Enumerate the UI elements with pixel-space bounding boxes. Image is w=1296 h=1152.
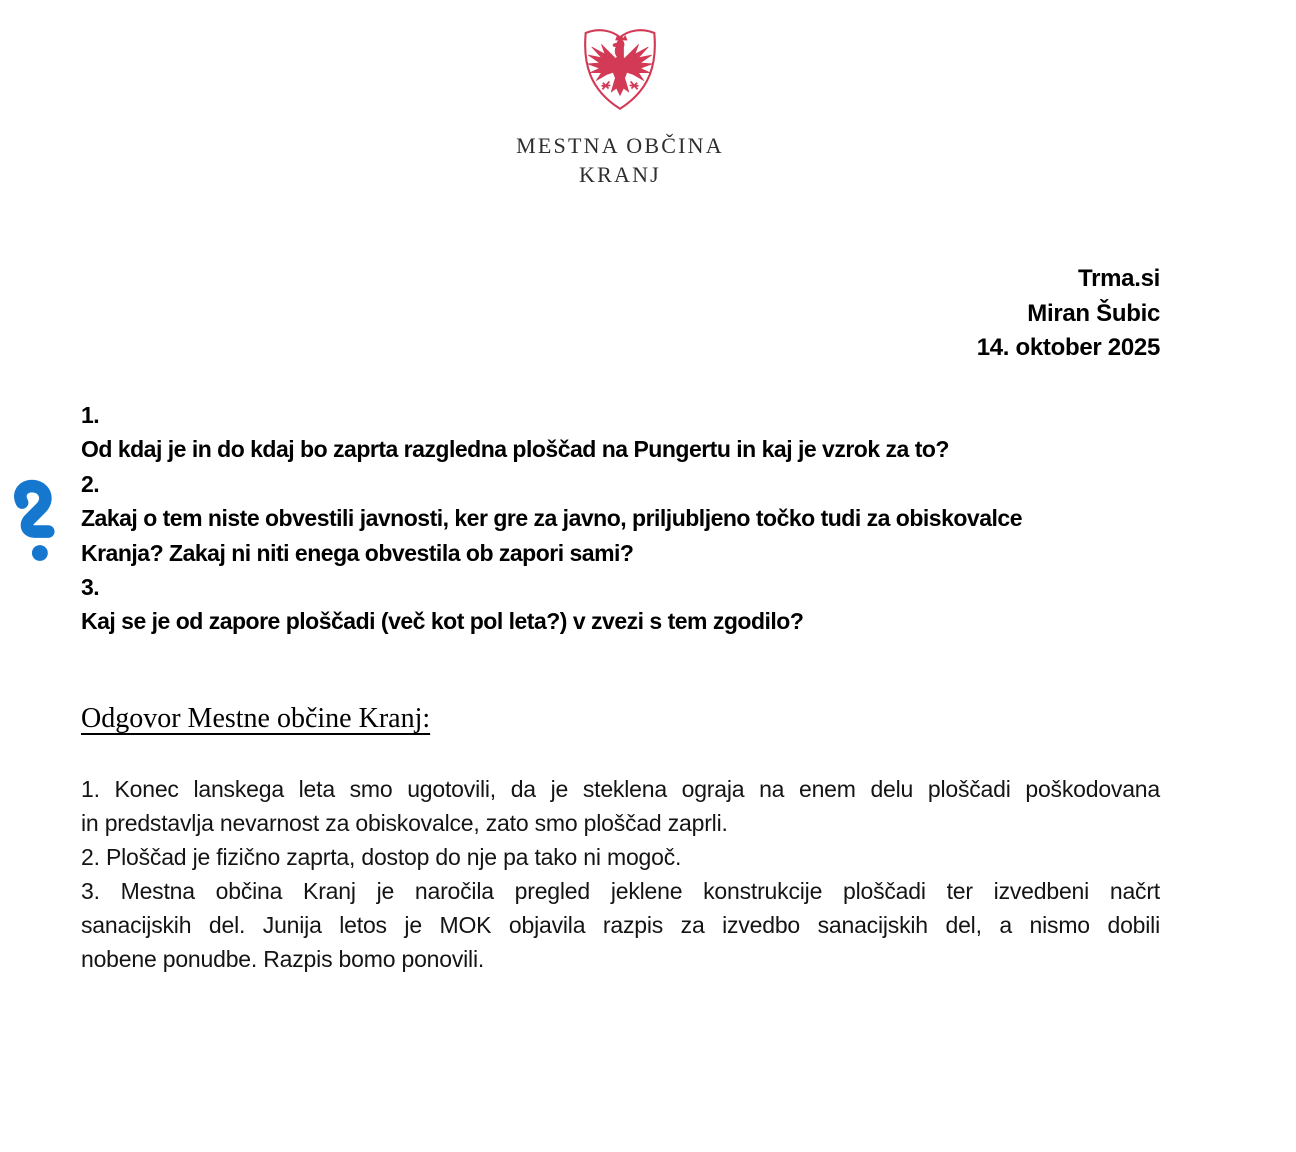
question-mark-icon bbox=[10, 476, 66, 574]
sender-author: Miran Šubic bbox=[1027, 299, 1160, 327]
sender-source: Trma.si bbox=[1078, 265, 1160, 292]
question-1-number: 1. bbox=[81, 402, 100, 428]
answer-3-line2: sanacijskih del. Junija letos je MOK objavila razpis za izvedbo sanacijskih del, a nismo dobili bbox=[81, 912, 1160, 938]
answers-block bbox=[81, 772, 1160, 976]
question-2-number: 2. bbox=[81, 470, 100, 497]
questions-block bbox=[81, 398, 1022, 639]
answer-2-line1: 2. Ploščad je fizično zaprta, dostop do nje pa tako ni mogoč. bbox=[81, 844, 682, 870]
org-name-line1: MESTNA OBČINA bbox=[516, 133, 724, 158]
kranj-coat-of-arms-icon bbox=[575, 26, 665, 114]
question-2-text-line1: Zakaj o tem niste obvestili javnosti, ker gre za javno, priljubljeno točko tudi za obiskovalce bbox=[81, 505, 1022, 532]
question-2-text-line2: Kranja? Zakaj ni niti enega obvestila ob zapori sami? bbox=[81, 539, 634, 566]
answer-3-line1: 3. Mestna občina Kranj je naročila pregled jeklene konstrukcije ploščadi ter izvedbeni načrt bbox=[81, 878, 1160, 904]
answer-heading: Odgovor Mestne občine Kranj: bbox=[81, 703, 431, 734]
answer-1-line1: 1. Konec lanskega leta smo ugotovili, da je steklena ograja na enem delu ploščadi poškodovana bbox=[81, 776, 1160, 802]
letterhead bbox=[500, 26, 740, 189]
answer-1-line2: in predstavlja nevarnost za obiskovalce, zato smo ploščad zaprli. bbox=[81, 810, 728, 836]
org-name-line2: KRANJ bbox=[579, 162, 661, 187]
sender-block bbox=[977, 262, 1160, 366]
question-1-text: Od kdaj je in do kdaj bo zaprta razgledna ploščad na Pungertu in kaj je vzrok za to? bbox=[81, 436, 949, 463]
question-3-text: Kaj se je od zapore ploščadi (več kot pol leta?) v zvezi s tem zgodilo? bbox=[81, 608, 804, 635]
sender-date: 14. oktober 2025 bbox=[976, 334, 1160, 361]
answer-3-line3: nobene ponudbe. Razpis bomo ponovili. bbox=[81, 946, 485, 972]
question-3-number: 3. bbox=[81, 574, 100, 601]
